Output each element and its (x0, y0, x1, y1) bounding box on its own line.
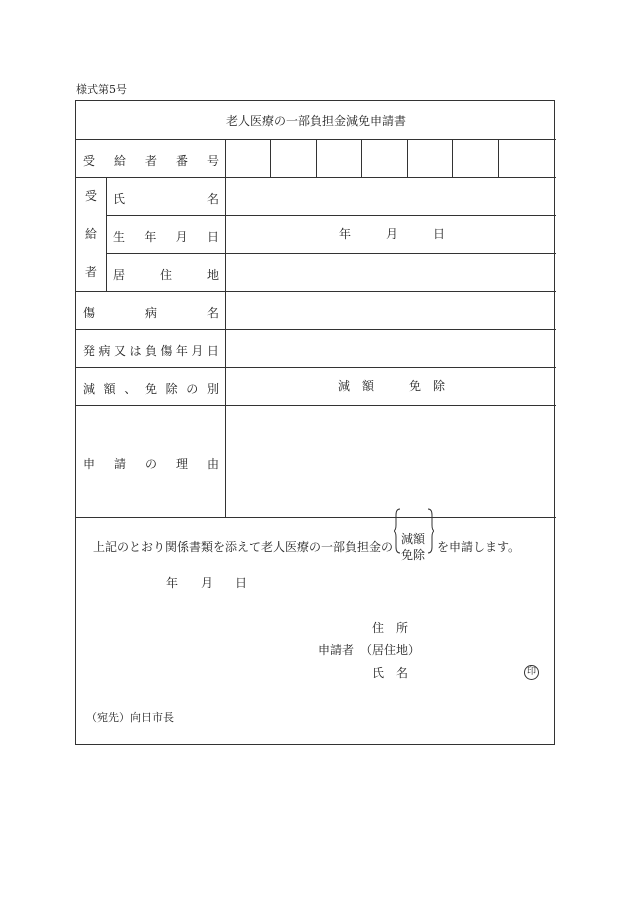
form-title: 老人医療の一部負担金減免申請書 (225, 114, 406, 128)
birth-year-unit: 年 (339, 227, 352, 241)
row-divider (76, 367, 556, 368)
column-divider (225, 139, 226, 517)
seal-icon: 印 (524, 665, 539, 680)
digit-divider (407, 139, 408, 177)
row-divider (76, 177, 556, 178)
statement-suffix: を申請します。 (437, 540, 521, 554)
row-divider (76, 291, 556, 292)
recipient-group-label: 受 (85, 189, 98, 203)
application-year-unit: 年 (166, 576, 179, 590)
residence-paren-label: （居住地） (360, 643, 421, 657)
birth-date-label: 生 年 月 日 (113, 230, 219, 244)
address-label: 住 所 (372, 621, 409, 635)
name-label: 氏 名 (113, 192, 219, 206)
birth-month-unit: 月 (386, 227, 399, 241)
residence-label: 居 住 地 (113, 268, 219, 282)
statement-option-exemption: 免除 (401, 548, 426, 562)
row-divider (76, 517, 556, 518)
addressee: （宛先）向日市長 (86, 711, 174, 724)
statement-option-reduction: 減額 (401, 532, 426, 546)
birth-day-unit: 日 (433, 227, 446, 241)
recipient-group-label: 給 (85, 227, 98, 241)
application-day-unit: 日 (235, 576, 248, 590)
disease-name-label: 傷 病 名 (83, 306, 219, 320)
statement-prefix: 上記のとおり関係書類を添えて老人医療の一部負担金の (93, 540, 394, 554)
applicant-label: 申請者 (318, 643, 355, 657)
row-divider (106, 253, 556, 254)
row-divider (76, 329, 556, 330)
recipient-number-label: 受 給 者 番 号 (83, 154, 219, 168)
row-divider (76, 405, 556, 406)
row-divider (106, 215, 556, 216)
onset-date-label: 発 病 又 は 負 傷 年 月 日 (83, 344, 219, 358)
exemption-option: 免 除 (409, 379, 446, 393)
column-divider (106, 177, 107, 291)
reason-label: 申 請 の 理 由 (83, 457, 219, 471)
reduction-option: 減 額 (338, 379, 375, 393)
digit-divider (316, 139, 317, 177)
form-number: 様式第5号 (76, 83, 127, 96)
digit-divider (498, 139, 499, 177)
recipient-group-label: 者 (85, 265, 98, 279)
digit-divider (361, 139, 362, 177)
digit-divider (452, 139, 453, 177)
reduction-type-label: 減 額 、 免 除 の 別 (83, 382, 219, 396)
applicant-name-label: 氏 名 (372, 666, 409, 680)
application-form (75, 100, 555, 745)
application-month-unit: 月 (201, 576, 214, 590)
digit-divider (270, 139, 271, 177)
